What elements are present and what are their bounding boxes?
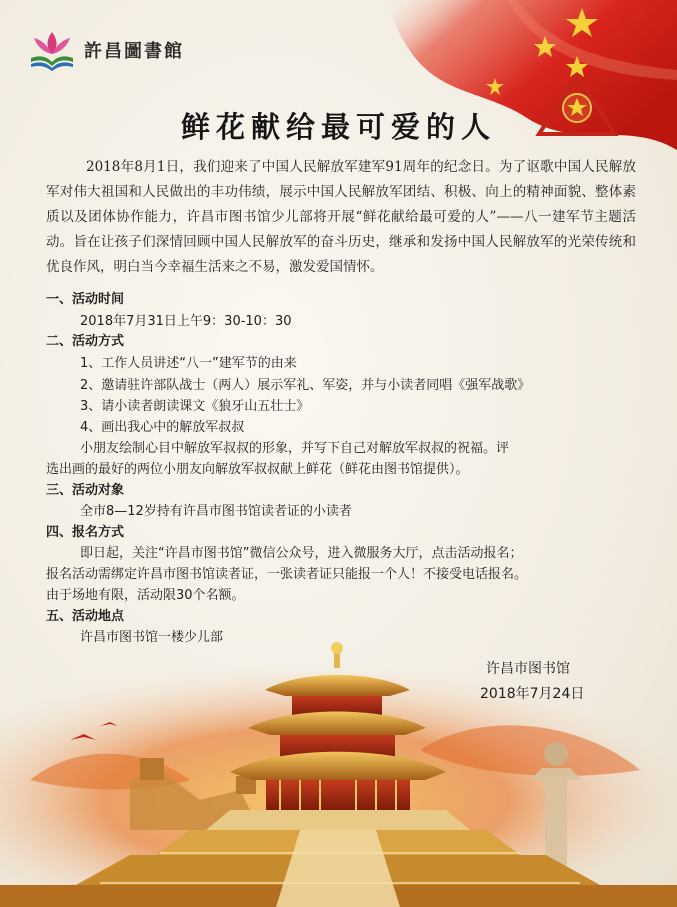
- temple-of-heaven-illustration: [0, 630, 677, 907]
- section-time-text: 2018年7月31日上午9：30-10：30: [80, 314, 292, 329]
- method-item-4: 4、画出我心中的解放军叔叔: [80, 420, 245, 435]
- method-item-2: 2、邀请驻许部队战士（两人）展示军礼、军姿，并与小读者同唱《强军战歌》: [80, 378, 531, 393]
- method-item-3: 3、请小读者朗读课文《狼牙山五壮士》: [80, 399, 310, 414]
- lotus-book-logo-icon: [28, 28, 76, 72]
- page-title: 鲜花献给最可爱的人: [180, 110, 496, 144]
- section-location-heading: 五、活动地点: [46, 609, 125, 624]
- method-note-line2: 选出画的最好的两位小朋友向解放军叔叔献上鲜花（鲜花由图书馆提供）。: [46, 462, 469, 477]
- method-note-line1: 小朋友绘制心目中解放军叔叔的形象，并写下自己对解放军叔叔的祝福。评: [80, 441, 510, 456]
- signature-date: 2018年7月24日: [480, 686, 585, 702]
- signup-line2: 报名活动需绑定许昌市图书馆读者证，一张读者证只能报一个人！不接受电话报名。: [46, 567, 528, 582]
- library-logo: [28, 28, 184, 72]
- signup-line1: 即日起，关注“许昌市图书馆”微信公众号，进入微服务大厅，点击活动报名；: [80, 546, 523, 561]
- section-signup-heading: 四、报名方式: [46, 525, 125, 540]
- section-method-heading: 二、活动方式: [46, 334, 125, 349]
- signature-org: 许昌市图书馆: [486, 661, 570, 677]
- section-location-text: 许昌市图书馆一楼少儿部: [80, 630, 224, 645]
- logo-text: 許昌圖書館: [84, 41, 184, 62]
- signup-line3: 由于场地有限，活动限30个名额。: [46, 588, 245, 603]
- section-audience-text: 全市8—12岁持有许昌市图书馆读者证的小读者: [80, 504, 352, 519]
- section-time-heading: 一、活动时间: [46, 292, 125, 307]
- section-audience-heading: 三、活动对象: [46, 483, 125, 498]
- method-item-1: 1、工作人员讲述“八一”建军节的由来: [80, 356, 297, 371]
- intro-paragraph: 2018年8月1日，我们迎来了中国人民解放军建军91周年的纪念日。为了讴歌中国人民解放军对伟大祖国和人民做出的丰功伟绩，展示中国人民解放军团结、积极、向上的精神面貌、整体素质以及团体协作能力，许昌市图书馆少儿部将开展“鲜花献给最可爱的人”——八一建军节主题活动。旨在让孩子们深情回顾中国人民解放军的奋斗历史，继承和发扬中国人民解放军的光荣传统和优良作风，明白当今幸福生活来之不易，激发爱国情怀。: [46, 159, 636, 275]
